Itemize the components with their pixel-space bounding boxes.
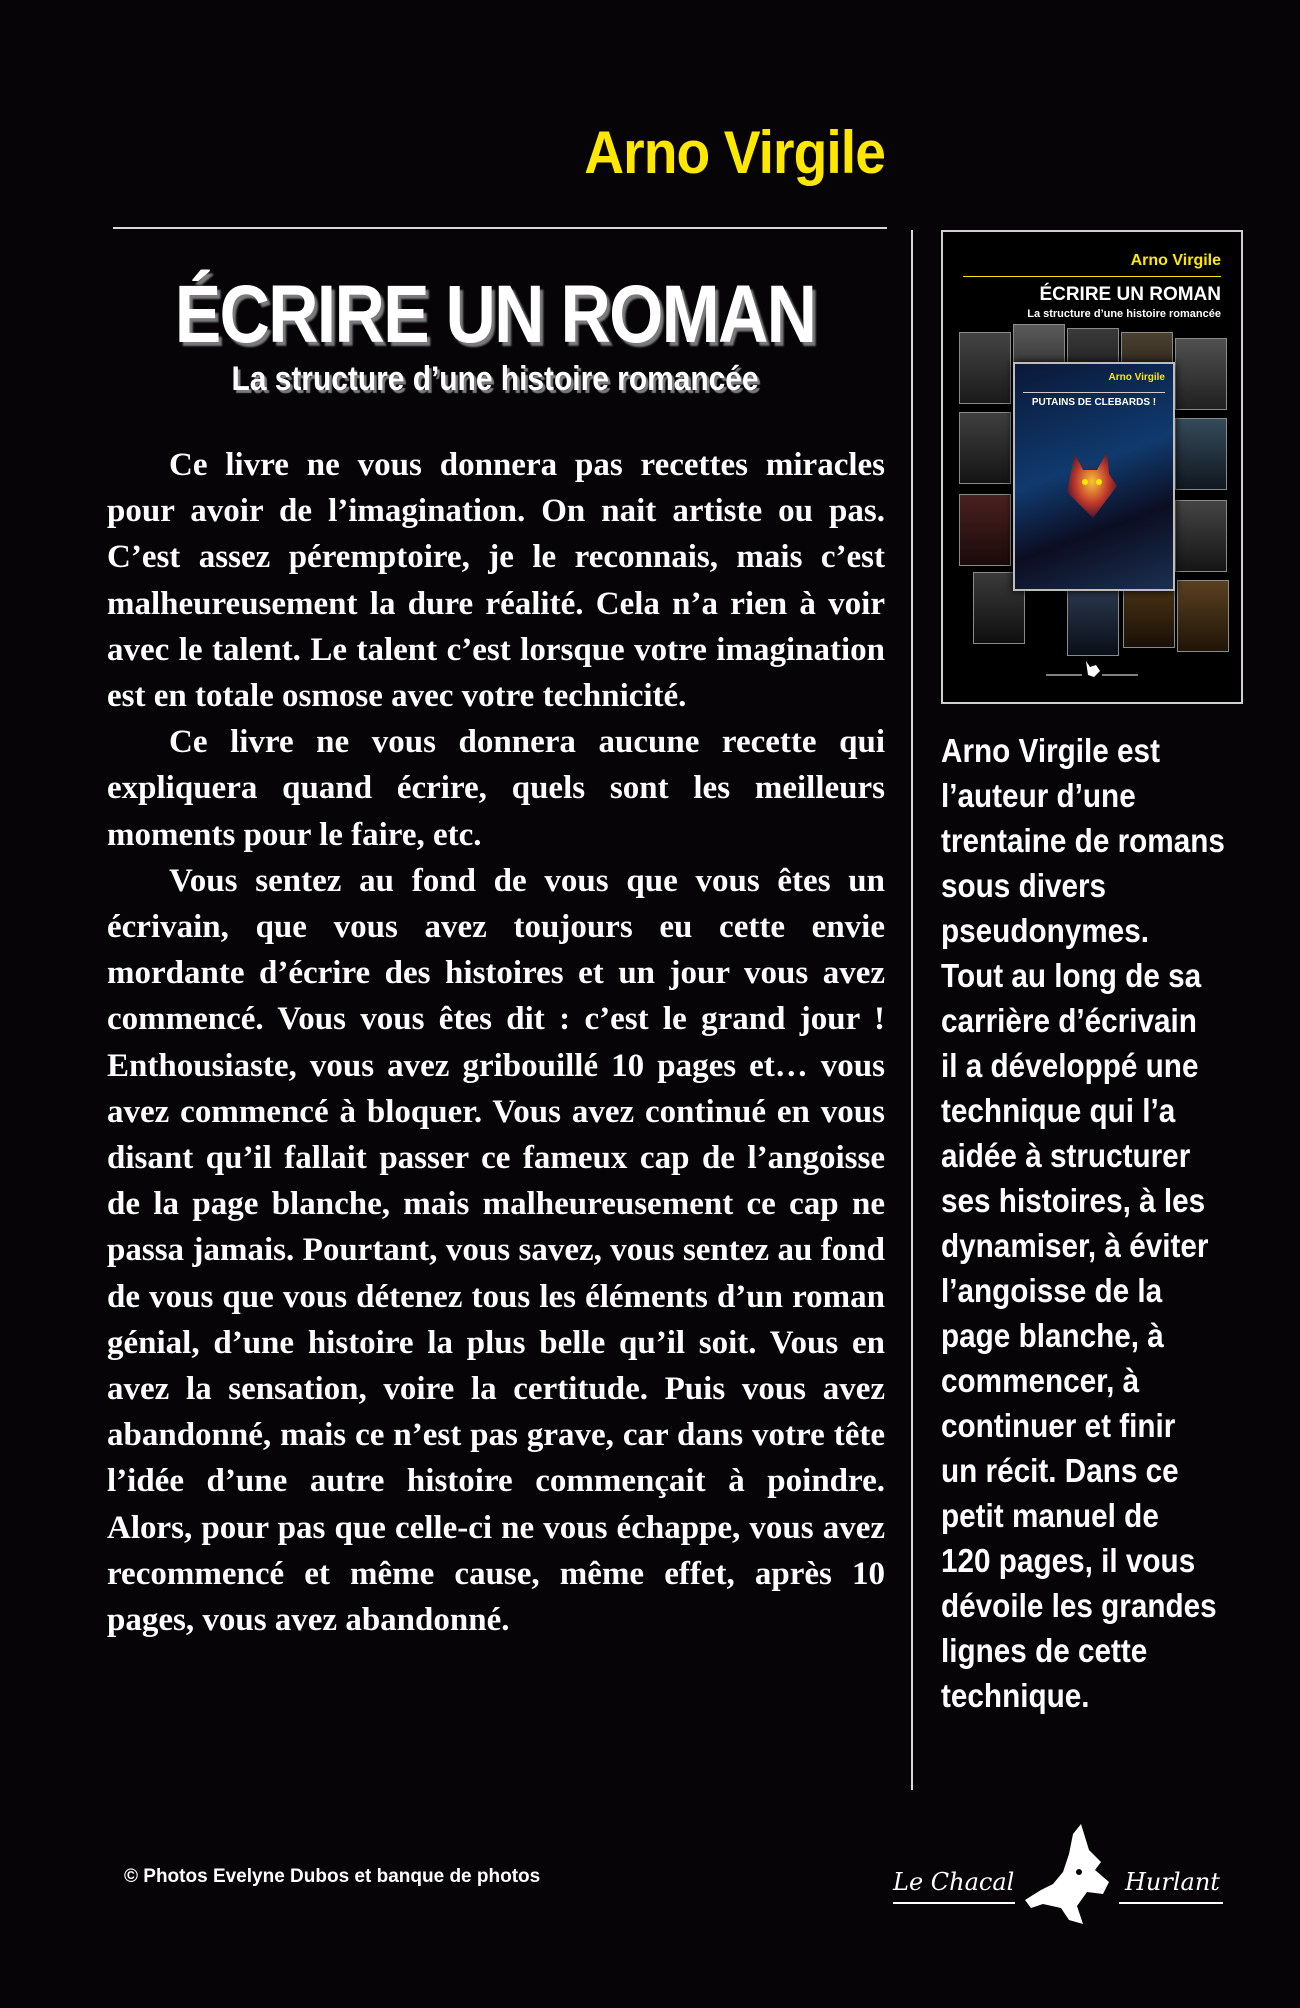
bio-line: carrière d’écrivain [941,1002,1197,1039]
featured-book-author: Arno Virgile [1108,372,1165,383]
cover-subtitle: La structure d’une histoire romancée [1027,308,1221,320]
bio-line: sous divers [941,867,1107,904]
bio-line: aidée à structurer [941,1137,1191,1174]
book-thumbnail [1175,338,1227,410]
bio-line: petit manuel de [941,1497,1159,1534]
cover-title: ÉCRIRE UN ROMAN [1039,284,1221,305]
book-title: ÉCRIRE UN ROMAN [174,269,816,360]
bio-line: commencer, à [941,1362,1140,1399]
bio-line: il a développé une [941,1047,1199,1084]
book-subtitle: La structure d’une histoire romancée [231,360,759,398]
author-name: Arno Virgile [584,119,885,186]
book-thumbnail [959,332,1011,404]
bio-line: Arno Virgile est [941,732,1160,769]
author-bio [941,728,1225,1718]
book-thumbnail [1175,418,1227,490]
header-divider [113,227,887,229]
publisher-underline [893,1902,1015,1904]
column-divider [911,230,913,1790]
bio-line: l’angoisse de la [941,1272,1163,1309]
bio-line: dynamiser, à éviter [941,1227,1209,1264]
cover-image [941,230,1243,704]
book-thumbnail [1067,584,1119,656]
synopsis [107,442,885,1643]
photo-credit: © Photos Evelyne Dubos et banque de photos [124,1866,541,1887]
publisher-name-left: Le Chacal [893,1868,1015,1896]
publisher-underline [1119,1902,1223,1904]
bio-line: Tout au long de sa [941,957,1202,994]
bio-line: l’auteur d’une [941,777,1136,814]
cover-publisher-logo [943,657,1241,686]
cover-author: Arno Virgile [1130,252,1221,269]
book-thumbnail [959,494,1011,566]
bio-line: un récit. Dans ce [941,1452,1179,1489]
book-thumbnail [1175,500,1227,572]
jackal-icon [1042,657,1142,681]
book-thumbnail [959,412,1011,484]
synopsis-paragraph: Vous sentez au fond de vous que vous êtes un écrivain, que vous avez toujours eu cette envie mordante d’écrire des histoires et un jour vous avez commencé. Vous vous êtes dit : c’est le grand jour ! Enthousiaste, vous avez gribouillé 10 pages et… vous avez commencé à bloquer. Vous avez continué en vous disant qu’il fallait passer ce fameux cap de l’angoisse de la page blanche, mais malheureusement ce cap ne passa jamais. Pourtant, vous savez, vous sentez au fond de vous que vous détenez tous les éléments d’un roman génial, d’une histoire la plus belle qu’il soit. Vous en avez la sensation, voire la certitude. Puis vous avez abandonné, mais ce n’est pas grave, car dans votre tête l’idée d’une autre histoire commençait à poindre. Alors, pour pas que celle-ci ne vous échappe, vous avez recommencé et même cause, même effet, après 10 pages, vous avez abandonné. [107,862,885,1639]
featured-book [1013,362,1175,591]
bio-line: ses histoires, à les [941,1182,1206,1219]
bio-line: technique qui l’a [941,1092,1176,1129]
bio-line: page blanche, à [941,1317,1164,1354]
dog-illustration [1055,444,1125,524]
bio-line: pseudonymes. [941,912,1149,949]
synopsis-paragraph: Ce livre ne vous donnera pas recettes miracles pour avoir de l’imagination. On nait artiste ou pas. C’est assez péremptoire, je le reconnais, mais c’est malheureusement la dure réalité. Cela n’a rien à voir avec le talent. Le talent c’est lorsque votre imagination est en totale osmose avec votre technicité. [107,447,885,715]
bio-line: dévoile les grandes [941,1587,1217,1624]
bio-line: trentaine de romans [941,822,1225,859]
book-thumbnail [1177,580,1229,652]
featured-book-title: PUTAINS DE CLEBARDS ! [1023,392,1165,408]
bio-line: lignes de cette [941,1632,1148,1669]
cover-divider [963,276,1221,277]
bio-line: continuer et finir [941,1407,1176,1444]
bio-line: 120 pages, il vous [941,1542,1196,1579]
publisher-name-right: Hurlant [1125,1868,1220,1896]
bio-line: technique. [941,1677,1090,1714]
synopsis-paragraph: Ce livre ne vous donnera aucune recette qui expliquera quand écrire, quels sont les meilleurs moments pour le faire, etc. [107,724,885,853]
jackal-head-icon [1023,1820,1119,1930]
publisher-logo [893,1820,1223,1930]
